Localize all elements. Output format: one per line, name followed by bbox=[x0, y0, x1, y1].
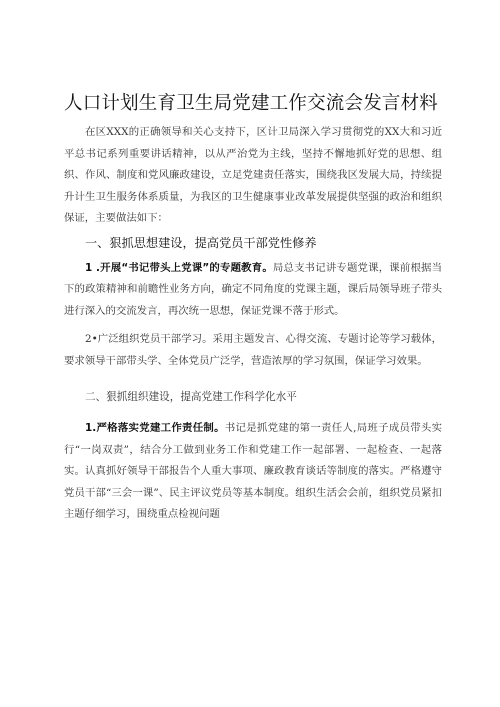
section-1-item-1-lead: 1 .开展“书记带头上党课”的专题教育。 bbox=[85, 261, 273, 274]
section-1-heading: 一、狠抓思想建设，提高党员干部党性修养 bbox=[85, 235, 317, 250]
section-2-heading: 二、狠抓组织建设，提高党建工作科学化水平 bbox=[85, 391, 297, 403]
document-title: 人口计划生育卫生局党建工作交流会发言材料 bbox=[64, 93, 439, 114]
section-2-item-1-text: 书记是抓党建的第一责任人,局班子成员带头实行“一岗双责”，结合分工做到业务工作和党建工作一起部署、一起检查、一起落实。认真抓好领导干部报告个人重大事项、廉政教育谈话等制度的落实。严格遵守党员干部“三会一课”、民主评议党员等基本制度。组织生活会会前，组织党员紧扣主题仔细学习，围绕重点检视问题 bbox=[64, 422, 442, 520]
section-1-item-1-text: 局总支书记讲专题党课，课前根据当下的政策精神和前瞻性业务方向，确定不同角度的党课主题，课后局领导班子带头进行深入的交流发言，再次统一思想，保证党课不落于形式。 bbox=[64, 261, 443, 317]
intro-paragraph: 在区XXX的正确领导和关心支持下，区计卫局深入学习贯彻党的XX大和习近平总书记系列重要讲话精神，以从严治党为主线，坚持不懈地抓好党的思想、组织、作风、制度和党风廉政建设，立足党建责任落实，围绕我区发展大局，持续提升计生卫生服务体系质量，为我区的卫生健康事业改革发展提供坚强的政治和组织保证，主要做法如下： bbox=[64, 126, 442, 224]
section-2-item-1 bbox=[64, 418, 442, 526]
section-2-item-1-lead: 1.严格落实党建工作责任制。 bbox=[85, 422, 225, 434]
section-1-item-1 bbox=[64, 258, 442, 323]
section-1-item-2: 2•广泛组织党员干部学习。采用主题发言、心得交流、专题讨论等学习载体，要求领导干部带头学、全体党员广泛学，营造浓厚的学习氛围，保证学习效果。 bbox=[64, 333, 442, 367]
document-body bbox=[64, 122, 442, 526]
